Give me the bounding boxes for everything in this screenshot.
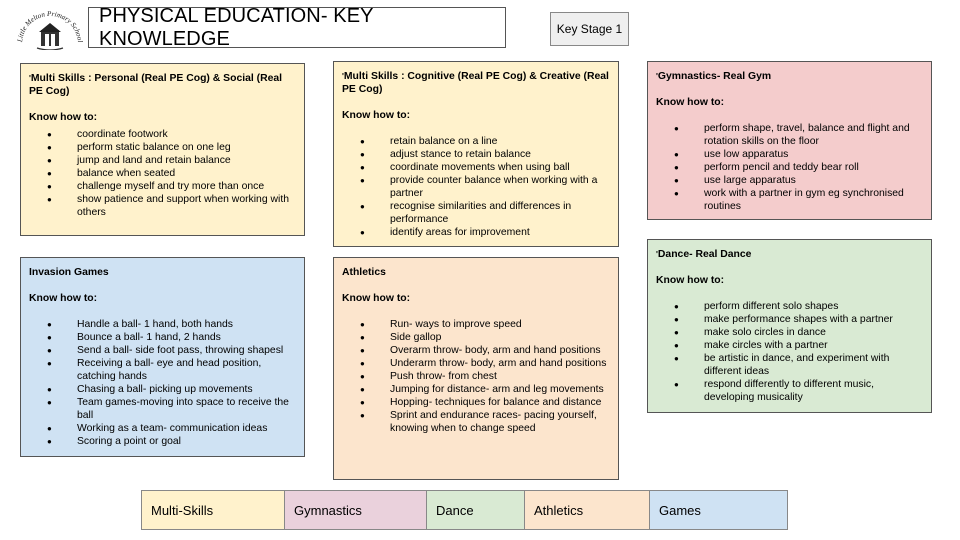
page-title: PHYSICAL EDUCATION- KEY KNOWLEDGE [99,4,374,50]
list-item: ● Run- ways to improve speed [342,318,610,331]
list-item: ● Scoring a point or goal [29,435,296,448]
list-item: ● Underarm throw- body, arm and hand positions [342,357,610,370]
list-item: ● make performance shapes with a partner [656,313,923,326]
list-item: ● Hopping- techniques for balance and distance [342,396,610,409]
list-item: ● respond differently to different music, developing musicality [656,378,923,404]
know-how-label: Know how to: [656,97,725,108]
card-heading: Athletics [342,267,386,278]
list-item: ● show patience and support when working with others [29,193,296,219]
key-stage-label: Key Stage 1 [556,22,623,36]
skill-list [342,135,610,239]
skill-list [29,128,296,219]
legend-multi-skills: Multi-Skills [142,491,285,529]
card-dance [647,239,932,413]
card-heading: 'Dance- Real Dance [656,249,752,260]
page-title-box [88,4,506,50]
card-multi-skills-cognitive [333,61,619,247]
svg-text:Little Melton Primary School: Little Melton Primary School [16,9,84,43]
legend-gymnastics: Gymnastics [285,491,427,529]
card-gymnastics [647,61,932,220]
list-item: ● use low apparatus [656,148,923,161]
list-item: ● Send a ball- side foot pass, throwing shapesl [29,344,296,357]
list-item: ● work with a partner in gym eg synchronised routines [656,187,923,213]
list-item: ● Jumping for distance- arm and leg movements [342,383,610,396]
list-item: ● coordinate movements when using ball [342,161,610,174]
school-logo [14,6,86,50]
skill-list [656,122,923,213]
card-heading: 'Multi Skills : Personal (Real PE Cog) & Social (Real PE Cog) [29,73,283,97]
list-item: ● balance when seated [29,167,296,180]
legend-athletics: Athletics [525,491,650,529]
list-item: ● Handle a ball- 1 hand, both hands [29,318,296,331]
list-item: ● Receiving a ball- eye and head position, catching hands [29,357,296,383]
list-item: ● Side gallop [342,331,610,344]
list-item: ● Sprint and endurance races- pacing yourself, knowing when to change speed [342,409,610,435]
card-athletics [333,257,619,480]
list-item: ● make circles with a partner [656,339,923,352]
key-stage-badge [550,12,629,46]
list-item: ● perform shape, travel, balance and flight and rotation skills on the floor [656,122,923,148]
list-item: ● perform static balance on one leg [29,141,296,154]
card-heading: Invasion Games [29,267,109,278]
list-item: ● Overarm throw- body, arm and hand positions [342,344,610,357]
list-item: ● perform pencil and teddy bear roll [656,161,923,174]
know-how-label: Know how to: [29,293,98,304]
list-item: ● Push throw- from chest [342,370,610,383]
list-item: ● challenge myself and try more than once [29,180,296,193]
list-item: ● jump and land and retain balance [29,154,296,167]
card-heading: 'Multi Skills : Cognitive (Real PE Cog) & Creative (Real PE Cog) [342,71,609,95]
colour-key-legend [141,490,788,530]
know-how-label: Know how to: [342,110,411,121]
skill-list [342,318,610,435]
list-item: ● provide counter balance when working with a partner [342,174,610,200]
list-item: ● adjust stance to retain balance [342,148,610,161]
list-item: ● identify areas for improvement [342,226,610,239]
know-how-label: Know how to: [342,293,411,304]
list-item: ● be artistic in dance, and experiment with different ideas [656,352,923,378]
legend-games: Games [650,491,787,529]
list-item: ● recognise similarities and differences in performance [342,200,610,226]
legend-dance: Dance [427,491,525,529]
skill-list [29,318,296,448]
list-item: ● make solo circles in dance [656,326,923,339]
list-item: ● Working as a team- communication ideas [29,422,296,435]
list-item: ● Bounce a ball- 1 hand, 2 hands [29,331,296,344]
list-item: ● coordinate footwork [29,128,296,141]
list-item: ● perform different solo shapes [656,300,923,313]
card-invasion-games [20,257,305,457]
skill-list [656,300,923,404]
list-item: ● use large apparatus [656,174,923,187]
list-item: ● Team games-moving into space to receive the ball [29,396,296,422]
know-how-label: Know how to: [656,275,725,286]
know-how-label: Know how to: [29,112,98,123]
list-item: ● retain balance on a line [342,135,610,148]
card-multi-skills-personal [20,63,305,236]
card-heading: 'Gymnastics- Real Gym [656,71,772,82]
list-item: ● Chasing a ball- picking up movements [29,383,296,396]
